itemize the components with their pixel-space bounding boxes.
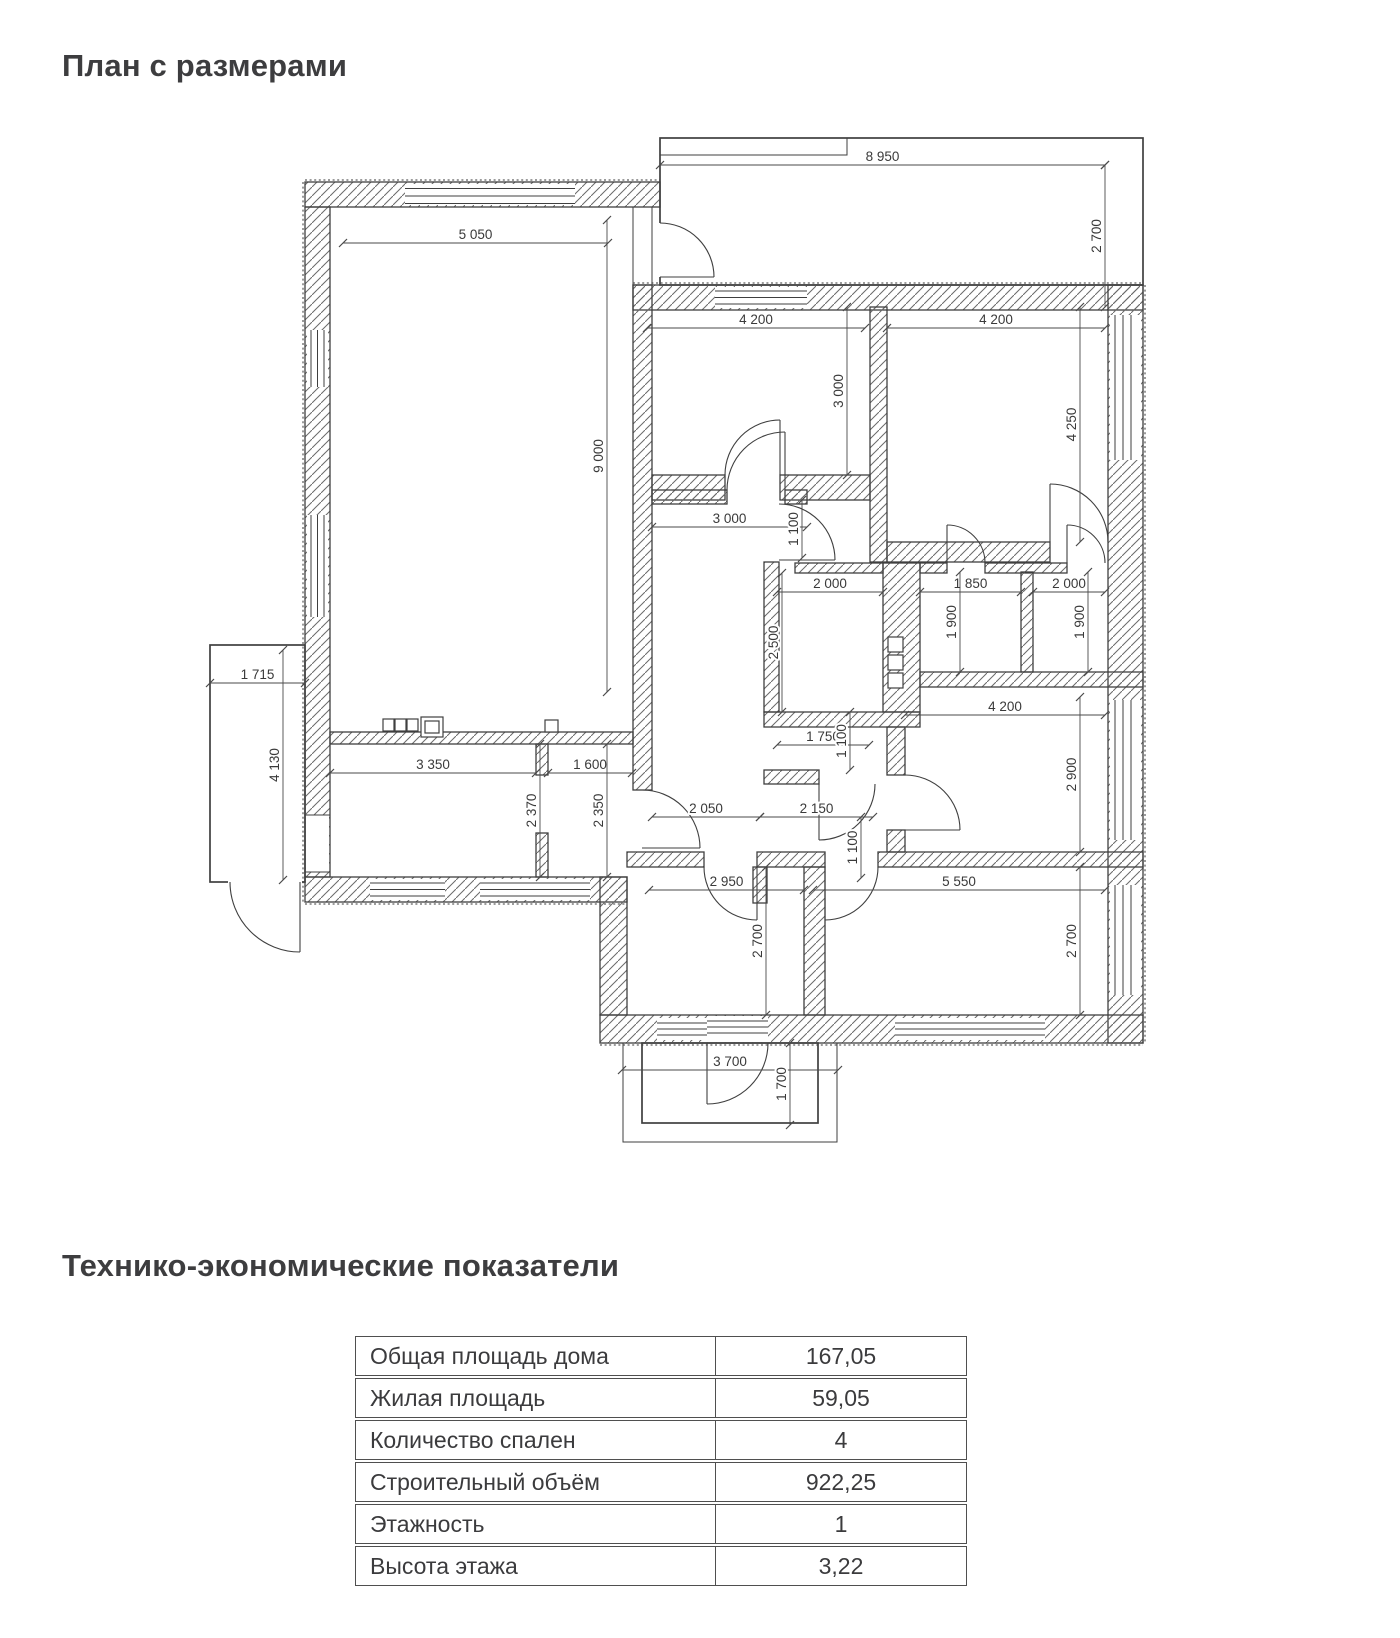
dimension-label: 5 550 <box>942 874 976 889</box>
metric-label: Этажность <box>356 1505 716 1543</box>
left-wall-opening <box>305 815 330 872</box>
door <box>1067 525 1105 563</box>
dimension-label: 2 000 <box>1052 576 1086 591</box>
terrace <box>660 138 1143 285</box>
metric-value: 1 <box>834 1511 848 1537</box>
dimension-label: 1 100 <box>834 724 849 758</box>
dimension-label: 2 700 <box>1064 924 1079 958</box>
dimension-label: 2 150 <box>799 801 834 816</box>
dimension-label: 1 700 <box>774 1067 789 1101</box>
doors <box>228 223 1108 1104</box>
dimension-label: 1 600 <box>573 757 607 772</box>
door <box>905 775 960 830</box>
dimension-label: 4 200 <box>988 699 1022 714</box>
exterior-walls <box>305 182 1143 1043</box>
dimension-label: 2 050 <box>689 801 723 816</box>
dimension-label: 3 000 <box>831 374 846 408</box>
window <box>895 1018 1045 1040</box>
door <box>825 867 878 920</box>
door <box>727 432 785 490</box>
window <box>307 330 328 387</box>
window <box>370 879 445 900</box>
table-row <box>355 1546 967 1586</box>
table-row <box>355 1378 967 1418</box>
metric-label: Высота этажа <box>356 1547 716 1585</box>
door <box>725 420 780 475</box>
dimension-label: 3 700 <box>713 1054 747 1069</box>
window <box>657 1018 707 1040</box>
table-row <box>355 1504 967 1544</box>
window <box>715 287 807 308</box>
metric-value: 167,05 <box>805 1343 877 1369</box>
dimension-label: 3 350 <box>416 757 450 772</box>
dimension-label: 2 700 <box>750 924 765 958</box>
page-title: План с размерами <box>62 48 348 83</box>
window <box>480 879 590 900</box>
dimension-label: 1 900 <box>944 605 959 639</box>
dimension-label: 4 250 <box>1064 407 1079 442</box>
dimension-label: 2 700 <box>1089 219 1104 253</box>
metric-label: Количество спален <box>356 1421 716 1459</box>
dimension-label: 3 000 <box>712 511 747 526</box>
dimension-label: 9 000 <box>591 439 606 473</box>
metric-label: Строительный объём <box>356 1463 716 1501</box>
dimension-label: 1 715 <box>240 667 275 682</box>
dimension-label: 1 750 <box>806 729 840 744</box>
dimension-label: 5 050 <box>458 227 493 242</box>
dimension-label: 2 350 <box>591 793 606 828</box>
windows <box>307 184 1141 1040</box>
porch-door <box>228 878 302 952</box>
dimension-label: 1 100 <box>845 830 860 865</box>
window <box>1110 885 1141 995</box>
dimension-label: 8 950 <box>865 149 900 164</box>
dimension-label: 2 370 <box>524 793 539 828</box>
dimension-label: 4 200 <box>979 312 1013 327</box>
dimension-label: 4 130 <box>267 748 282 782</box>
section-title: Технико-экономические показатели <box>62 1248 620 1283</box>
window <box>1110 700 1141 840</box>
window <box>307 515 328 617</box>
tech-table <box>355 1336 967 1588</box>
floor-plan-drawing <box>195 115 1175 1145</box>
metric-value: 59,05 <box>812 1385 870 1411</box>
dimension-label: 2 900 <box>1064 757 1079 792</box>
metric-value: 4 <box>834 1427 848 1453</box>
table-row <box>355 1336 967 1376</box>
dimension-label: 1 900 <box>1072 605 1087 639</box>
metric-value: 3,22 <box>818 1553 864 1579</box>
dimension-label: 2 500 <box>766 625 781 660</box>
window <box>405 184 575 205</box>
door <box>656 223 714 277</box>
floor-plan <box>195 115 1175 1145</box>
dimension-label: 1 850 <box>953 576 988 591</box>
door <box>1050 484 1108 542</box>
metric-label: Общая площадь дома <box>356 1337 716 1375</box>
table-row <box>355 1420 967 1460</box>
window <box>1110 315 1141 460</box>
dimension-label: 2 000 <box>813 576 847 591</box>
dimension-label: 2 950 <box>709 874 744 889</box>
table-row <box>355 1462 967 1502</box>
dimension-label: 4 200 <box>739 312 773 327</box>
metric-label: Жилая площадь <box>356 1379 716 1417</box>
metric-value: 922,25 <box>805 1469 877 1495</box>
dimension-label: 1 100 <box>786 512 801 546</box>
